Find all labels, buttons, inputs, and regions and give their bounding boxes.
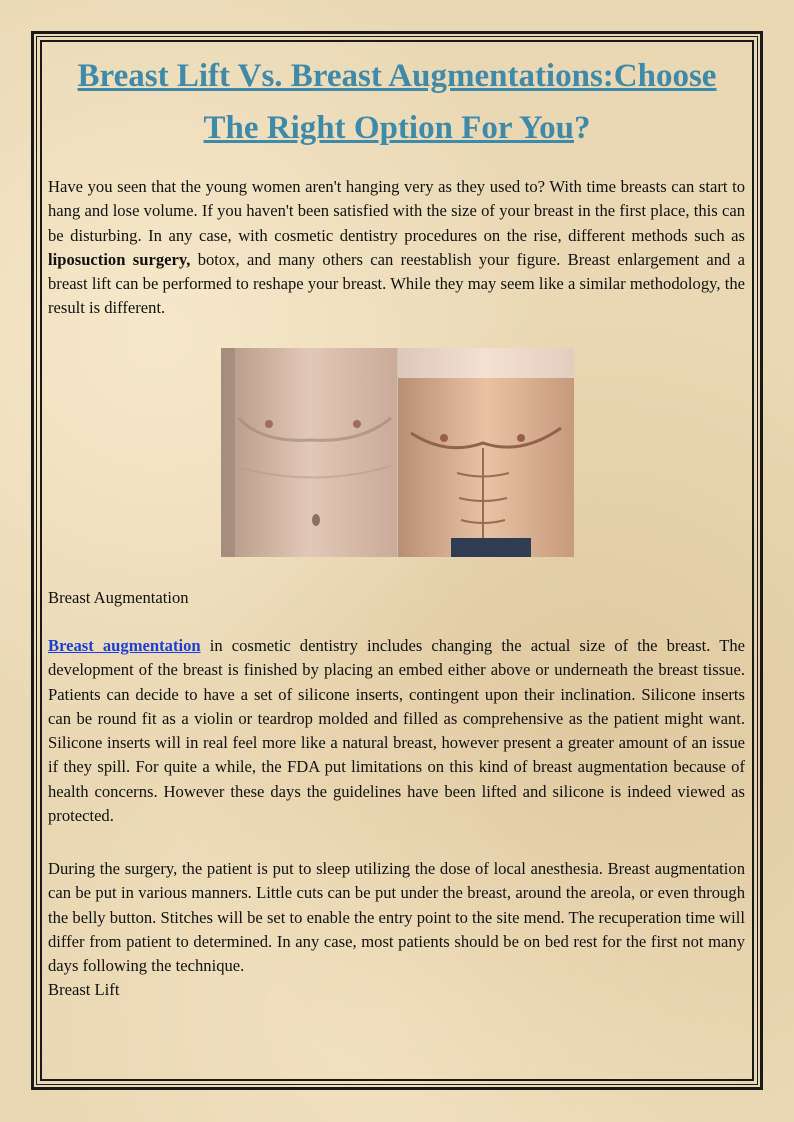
intro-text-b: botox, and many others can reestablish your figure. Breast enlargement and a breast lift can be performed to reshape your breast. While they may seem like a similar methodology, the result is different. (48, 249, 746, 318)
intro-bold-term: liposuction surgery, (48, 249, 191, 269)
intro-paragraph (48, 175, 745, 321)
intro-text-a: Have you seen that the young women aren't hanging very as they used to? With time breasts can start to hang and lose volume. If you haven't been satisfied with the size of your breast in the first place, this can be disturbing. In any case, with cosmetic dentistry procedures on the rise, different methods such as (48, 177, 745, 245)
title-link-line2[interactable]: The Right Option For You (203, 110, 574, 146)
augmentation-text-2: During the surgery, the patient is put to sleep utilizing the dose of local anesthesia. Breast augmentation can be put in various manners. Little cuts can be put under the breast, around the areola, or even through the belly button. Stitches will be set to enable the entry point to the site mend. The recuperation time will differ from patient to determined. In any case, most patients should be on bed rest for the first not many days following the technique. (48, 859, 745, 976)
augmentation-text-1: in cosmetic dentistry includes changing the actual size of the breast. The development of the breast is finished by placing an embed either above or underneath the breast tissue. Patients can decide to have a set of silicone inserts, contingent upon their inclination. Silicone inserts can be round fit as a violin or teardrop molded and filled as comprehensive as the patient might want. Silicone inserts will in real feel more like a natural breast, however present a greater amount of an issue if they spill. For quite a while, the FDA put limitations on this kind of breast augmentation because of health concerns. However these days the guidelines have been lifted and silicone is indeed viewed as protected. (48, 636, 745, 826)
section-heading-lift: Breast Lift (48, 980, 120, 1000)
augmentation-paragraph-1 (48, 634, 745, 828)
article-title (48, 50, 746, 154)
before-after-image (221, 348, 574, 557)
title-question-mark: ? (573, 110, 591, 146)
before-after-photo (221, 348, 574, 557)
section-heading-augmentation: Breast Augmentation (48, 588, 189, 607)
breast-augmentation-link[interactable]: Breast augmentation (48, 636, 201, 655)
title-link-line1[interactable]: Breast Lift Vs. Breast Augmentations:Choose (77, 58, 717, 94)
augmentation-paragraph-2 (48, 857, 745, 1003)
